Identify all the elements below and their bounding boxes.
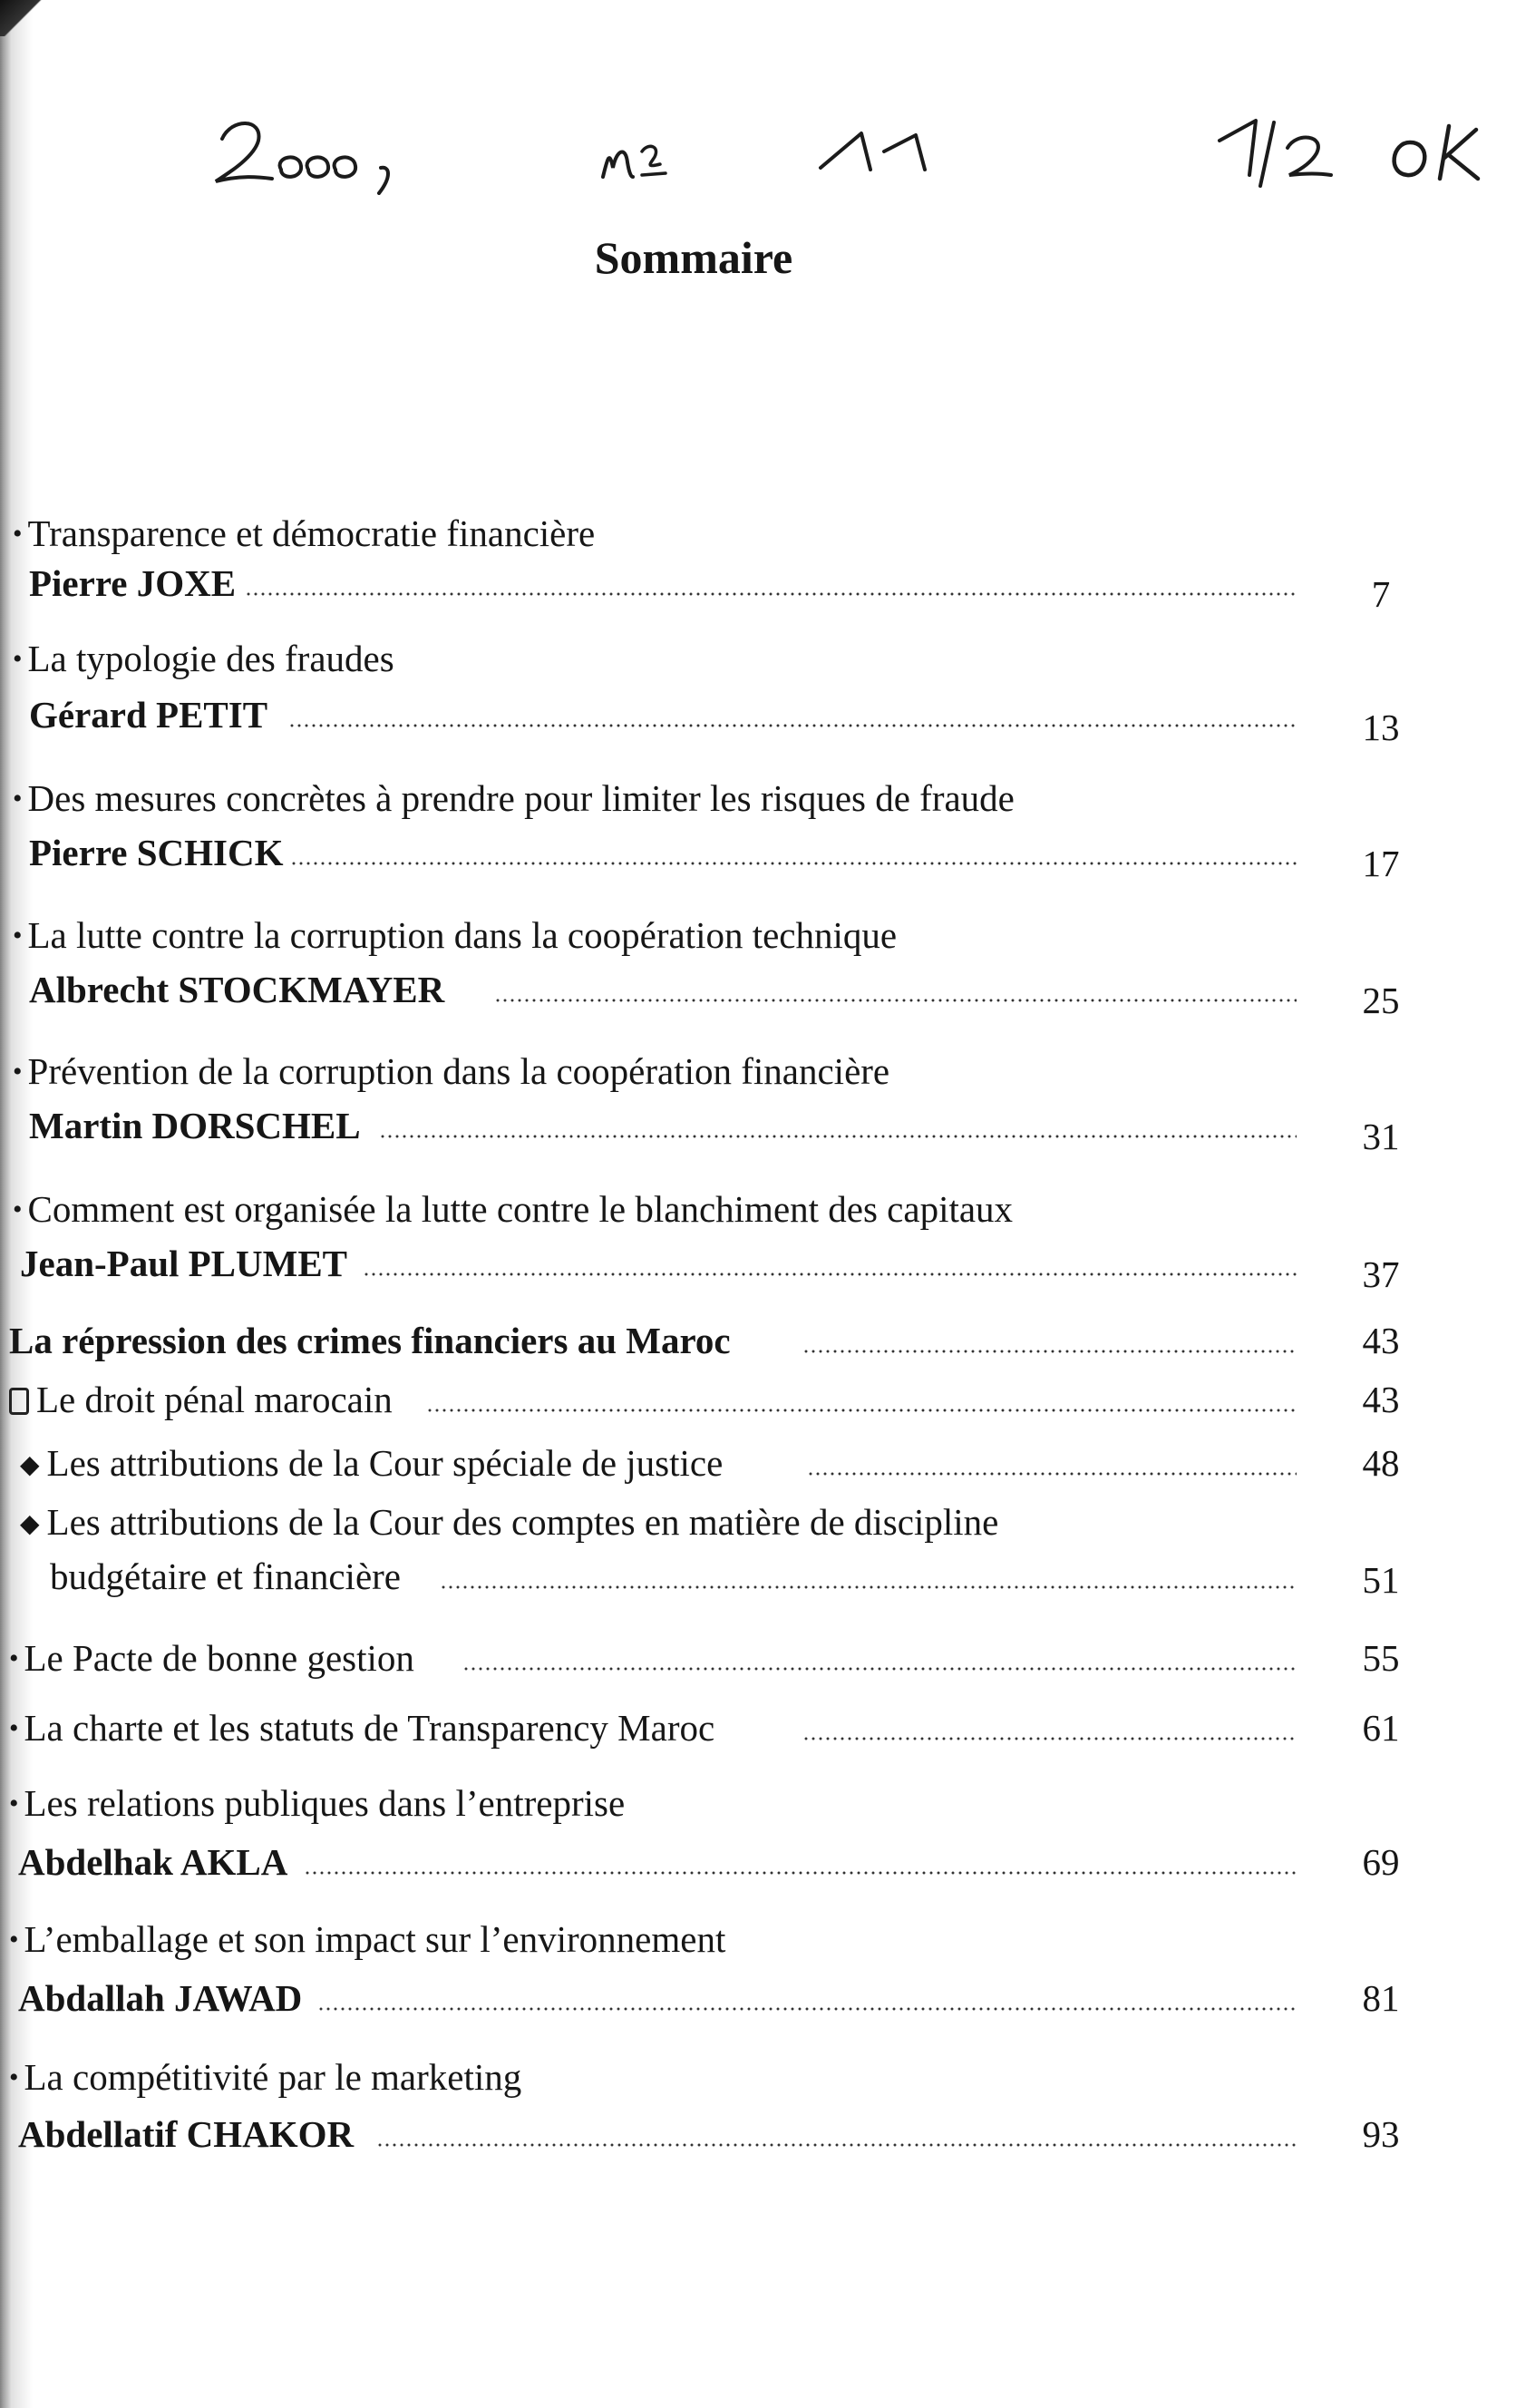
toc-entry-author: Jean-Paul PLUMET (20, 1243, 348, 1284)
toc-entry-page[interactable]: 81 (1362, 1977, 1400, 2019)
toc-entry-title: • Comment est organisée la lutte contre le blanchiment des capitaux (13, 1188, 1014, 1230)
dot-leader (245, 592, 1297, 596)
toc-entry-title: • Des mesures concrètes à prendre pour limiter les risques de fraude (13, 777, 1015, 819)
bullet-icon: • (9, 2062, 19, 2092)
toc-section-title: La répression des crimes financiers au Maroc (9, 1320, 731, 1361)
toc-item-row: ◆ Les attributions de la Cour spéciale de justice 48 (0, 1438, 1516, 1488)
toc-item-row-continued: budgétaire et financière 51 (0, 1551, 1516, 1602)
bullet-icon: • (13, 1057, 23, 1087)
bullet-icon: • (9, 1789, 19, 1818)
toc-entry-author-row (0, 558, 1516, 615)
dot-leader (290, 862, 1297, 865)
bullet-icon: • (13, 921, 23, 951)
toc-entry-title: • Transparence et démocratie financière (13, 512, 596, 554)
toc-entry-author: Abdallah JAWAD (18, 1977, 303, 2019)
bullet-icon: • (9, 1925, 19, 1955)
dot-leader (363, 1272, 1297, 1276)
toc-entry-title: • Prévention de la corruption dans la coopération financière (13, 1050, 890, 1092)
toc-single-row: • La charte et les statuts de Transparency Maroc 61 (0, 1702, 1516, 1753)
toc-entry-author: Abdellatif CHAKOR (18, 2113, 355, 2155)
toc-entry-page[interactable]: 17 (1362, 843, 1400, 884)
toc-entry-author-row (0, 964, 1516, 1021)
diamond-bullet-icon: ◆ (20, 1510, 40, 1538)
toc-entry-title: • Les relations publiques dans l’entreprise (9, 1782, 626, 1824)
toc-single-page[interactable]: 55 (1362, 1637, 1400, 1679)
toc-entry-page[interactable]: 31 (1362, 1116, 1400, 1157)
dot-leader (379, 1135, 1297, 1138)
toc-item-page[interactable]: 48 (1362, 1442, 1400, 1484)
toc-entry-author: Gérard PETIT (29, 694, 268, 736)
toc-section-row (0, 1315, 1516, 1366)
toc-entry-page[interactable]: 37 (1362, 1253, 1400, 1295)
toc-entry-author: Albrecht STOCKMAYER (29, 969, 445, 1010)
toc-entry-page[interactable]: 13 (1362, 707, 1400, 748)
dot-leader (426, 1409, 1297, 1412)
toc-entry-title: • La typologie des fraudes (13, 638, 394, 679)
square-bullet-icon (9, 1388, 29, 1415)
dot-leader (494, 999, 1297, 1002)
toc-entry-page[interactable]: 7 (1371, 573, 1391, 615)
dot-leader (807, 1472, 1297, 1476)
toc-entry-author: Pierre JOXE (29, 562, 237, 604)
toc-single-page[interactable]: 61 (1362, 1707, 1400, 1749)
dot-leader (317, 2007, 1297, 2011)
page-title: Sommaire (594, 232, 793, 283)
bullet-icon: • (13, 784, 23, 814)
toc-entry-title: • L’emballage et son impact sur l’environnement (9, 1918, 726, 1960)
toc-entry-author-row (0, 1238, 1516, 1295)
toc-entry-author: Pierre SCHICK (29, 832, 284, 873)
toc-subsection-row: Le droit pénal marocain 43 (0, 1374, 1516, 1425)
toc-entry-author-row (0, 1837, 1516, 1887)
toc-entry-title: • La compétitivité par le marketing (9, 2056, 522, 2098)
toc-entry-page[interactable]: 93 (1362, 2113, 1400, 2155)
toc-item-row: ◆ Les attributions de la Cour des comptes en matière de discipline (20, 1501, 999, 1543)
toc-entry-title: • La lutte contre la corruption dans la coopération technique (13, 914, 898, 956)
dot-leader (802, 1737, 1297, 1740)
toc-entry-author-row (0, 689, 1516, 748)
dot-leader (802, 1350, 1297, 1353)
dot-leader (288, 724, 1297, 727)
toc-subsection-page[interactable]: 43 (1362, 1379, 1400, 1420)
bullet-icon: • (13, 644, 23, 674)
dot-leader (462, 1667, 1297, 1671)
dot-leader (304, 1871, 1297, 1875)
toc-entry-author-row (0, 1100, 1516, 1157)
toc-entry-author: Martin DORSCHEL (29, 1105, 361, 1146)
toc-entry-page[interactable]: 69 (1362, 1841, 1400, 1883)
bullet-icon: • (13, 1194, 23, 1224)
bullet-icon: • (9, 1643, 19, 1673)
toc-entry-author-row (0, 2109, 1516, 2159)
toc-single-row: • Le Pacte de bonne gestion 55 (0, 1633, 1516, 1683)
bullet-icon: • (9, 1713, 19, 1743)
toc-section-page[interactable]: 43 (1362, 1320, 1400, 1361)
dot-leader (376, 2143, 1297, 2147)
toc-entry-author-row (0, 1973, 1516, 2023)
diamond-bullet-icon: ◆ (20, 1451, 40, 1479)
toc-item-page[interactable]: 51 (1362, 1559, 1400, 1601)
dot-leader (440, 1585, 1297, 1589)
bullet-icon: • (13, 519, 23, 549)
toc-entry-author-row (0, 827, 1516, 884)
toc-entry-author: Abdelhak AKLA (18, 1841, 288, 1883)
toc-entry-page[interactable]: 25 (1362, 980, 1400, 1021)
